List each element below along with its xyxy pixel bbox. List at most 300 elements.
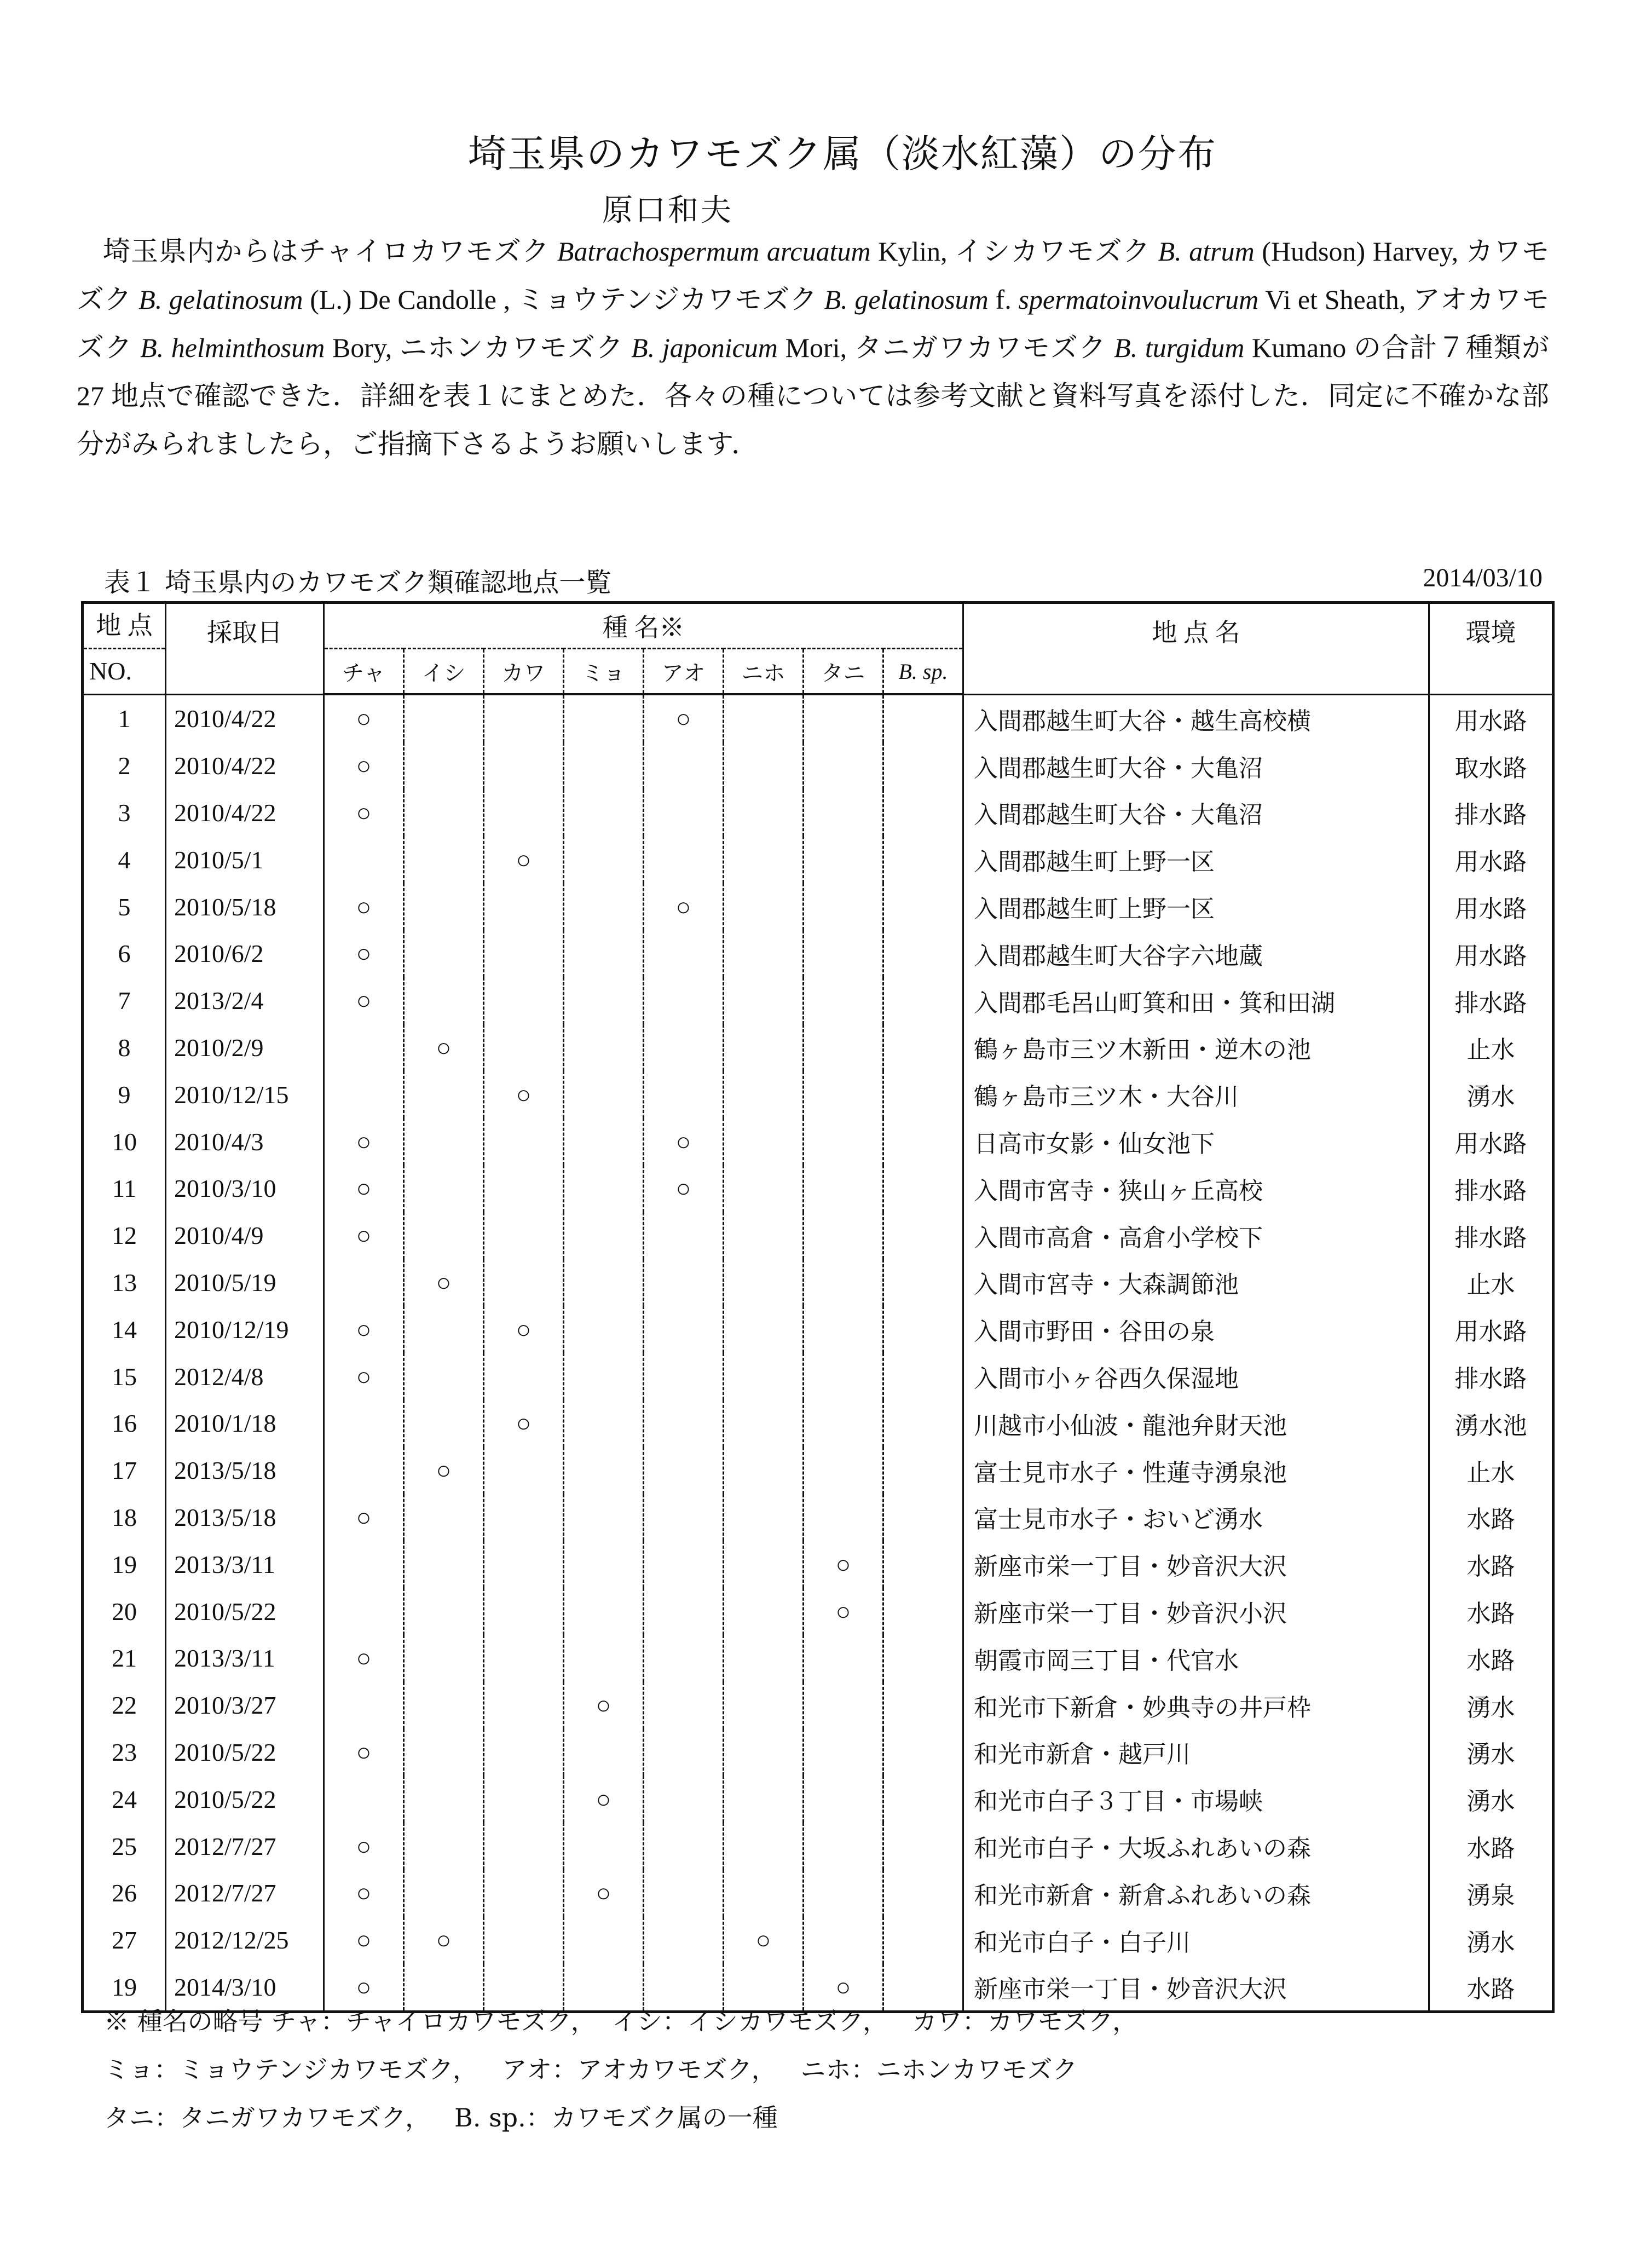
species-mark xyxy=(484,1212,564,1259)
environment: 水路 xyxy=(1429,1964,1553,2012)
species-mark: ○ xyxy=(564,1682,644,1729)
site-name: 和光市白子３丁目・市場峡 xyxy=(963,1776,1429,1823)
environment: 湧水 xyxy=(1429,1071,1553,1118)
site-number: 17 xyxy=(83,1447,166,1494)
species-mark xyxy=(883,1306,963,1353)
species-mark xyxy=(404,1776,484,1823)
species-mark xyxy=(484,1353,564,1400)
environment: 湧水 xyxy=(1429,1917,1553,1964)
species-mark xyxy=(564,1071,644,1118)
site-number: 2 xyxy=(83,742,166,789)
collection-date: 2010/5/18 xyxy=(166,883,324,930)
site-name: 入間市高倉・高倉小学校下 xyxy=(963,1212,1429,1259)
species-mark xyxy=(883,1259,963,1306)
site-number: 21 xyxy=(83,1635,166,1682)
site-number: 19 xyxy=(83,1541,166,1588)
species-mark xyxy=(804,789,883,837)
species-mark xyxy=(804,836,883,883)
species-mark xyxy=(724,1776,804,1823)
site-name: 和光市白子・大坂ふれあいの森 xyxy=(963,1823,1429,1870)
collection-date: 2013/2/4 xyxy=(166,977,324,1024)
table-row xyxy=(83,1306,1553,1353)
species-mark xyxy=(883,789,963,837)
collection-date: 2010/6/2 xyxy=(166,930,324,977)
intro-paragraph: 埼玉県内からはチャイロカワモズク Batrachospermum arcuatum Kylin, イシカワモズク B. atrum (Hudson) Harvey, カワモズク B. gelatinosum (L.) De Candolle , ミョウテンジカワモズク B. gelatinosum f. spermatoinvoulucrum Vi et Sheath, アオカワモズク B. helminthosum Bory, ニホンカワモズク B. japonicum Mori, タニガワカワモズク B. turgidum Kumano の合計７種類が 27 地点で確認できた．詳細を表１にまとめた．各々の種については参考文献と資料写真を添付した．同定に不確かな部分がみられましたら，ご指摘下さるようお願いします． xyxy=(77,236,1550,459)
species-mark xyxy=(564,1729,644,1776)
site-number: 20 xyxy=(83,1588,166,1635)
site-name: 入間郡越生町大谷・大亀沼 xyxy=(963,789,1429,837)
species-mark xyxy=(644,930,724,977)
site-number: 4 xyxy=(83,836,166,883)
species-mark xyxy=(564,1823,644,1870)
sites-table xyxy=(81,601,1555,2013)
environment: 排水路 xyxy=(1429,1353,1553,1400)
species-mark xyxy=(644,1306,724,1353)
environment: 排水路 xyxy=(1429,789,1553,837)
collection-date: 2010/4/22 xyxy=(166,694,324,742)
site-number: 10 xyxy=(83,1118,166,1165)
header-site: 地 点 名 xyxy=(963,603,1429,695)
species-mark xyxy=(564,789,644,837)
species-mark xyxy=(644,1588,724,1635)
species-mark xyxy=(644,1353,724,1400)
species-mark xyxy=(883,1024,963,1071)
environment: 取水路 xyxy=(1429,742,1553,789)
species-mark xyxy=(644,1447,724,1494)
species-mark xyxy=(724,694,804,742)
species-mark xyxy=(883,1823,963,1870)
species-mark xyxy=(724,1353,804,1400)
species-mark xyxy=(644,836,724,883)
species-col-header: イシ xyxy=(404,649,484,695)
table-row xyxy=(83,1823,1553,1870)
species-mark xyxy=(883,1071,963,1118)
species-mark xyxy=(724,883,804,930)
table-row xyxy=(83,789,1553,837)
species-mark xyxy=(804,1165,883,1212)
collection-date: 2010/5/22 xyxy=(166,1729,324,1776)
environment: 用水路 xyxy=(1429,836,1553,883)
species-mark xyxy=(883,1729,963,1776)
environment: 水路 xyxy=(1429,1541,1553,1588)
footnote-line: タニ：タニガワカワモズク， B. sp.：カワモズク属の一種 xyxy=(104,2103,778,2132)
species-mark xyxy=(804,1729,883,1776)
collection-date: 2012/7/27 xyxy=(166,1823,324,1870)
species-mark xyxy=(484,1917,564,1964)
site-name: 入間郡越生町上野一区 xyxy=(963,883,1429,930)
collection-date: 2010/1/18 xyxy=(166,1400,324,1447)
environment: 止水 xyxy=(1429,1259,1553,1306)
species-mark xyxy=(484,1259,564,1306)
species-mark xyxy=(564,694,644,742)
table-row xyxy=(83,1635,1553,1682)
table-row xyxy=(83,1494,1553,1541)
species-mark: ○ xyxy=(324,742,404,789)
species-mark xyxy=(484,977,564,1024)
species-mark xyxy=(564,1259,644,1306)
species-col-header: アオ xyxy=(644,649,724,695)
species-mark: ○ xyxy=(324,1635,404,1682)
species-mark xyxy=(564,1165,644,1212)
species-mark xyxy=(404,1588,484,1635)
environment: 水路 xyxy=(1429,1494,1553,1541)
table-row xyxy=(83,883,1553,930)
site-name: 新座市栄一丁目・妙音沢小沢 xyxy=(963,1588,1429,1635)
species-mark xyxy=(804,1212,883,1259)
species-mark xyxy=(804,1870,883,1917)
species-mark: ○ xyxy=(324,1212,404,1259)
species-mark: ○ xyxy=(804,1588,883,1635)
species-mark xyxy=(724,1306,804,1353)
species-mark: ○ xyxy=(324,1729,404,1776)
site-name: 入間郡越生町大谷・越生高校横 xyxy=(963,694,1429,742)
species-mark xyxy=(883,1400,963,1447)
author-name: 原口和夫 xyxy=(602,193,733,228)
species-mark xyxy=(564,1306,644,1353)
species-mark xyxy=(564,1917,644,1964)
environment: 湧水 xyxy=(1429,1729,1553,1776)
species-mark xyxy=(724,1870,804,1917)
species-mark: ○ xyxy=(484,1306,564,1353)
species-mark: ○ xyxy=(404,1917,484,1964)
site-number: 12 xyxy=(83,1212,166,1259)
site-name: 入間市野田・谷田の泉 xyxy=(963,1306,1429,1353)
collection-date: 2013/5/18 xyxy=(166,1447,324,1494)
collection-date: 2012/4/8 xyxy=(166,1353,324,1400)
species-mark xyxy=(644,1635,724,1682)
site-number: 3 xyxy=(83,789,166,837)
species-mark xyxy=(724,1588,804,1635)
site-number: 23 xyxy=(83,1729,166,1776)
species-col-header: タニ xyxy=(804,649,883,695)
environment: 用水路 xyxy=(1429,930,1553,977)
site-number: 5 xyxy=(83,883,166,930)
species-mark xyxy=(564,930,644,977)
species-mark xyxy=(804,1118,883,1165)
species-mark: ○ xyxy=(324,1870,404,1917)
species-mark: ○ xyxy=(644,1118,724,1165)
species-mark: ○ xyxy=(404,1024,484,1071)
site-number: 13 xyxy=(83,1259,166,1306)
species-mark: ○ xyxy=(324,1494,404,1541)
species-mark xyxy=(404,694,484,742)
species-mark xyxy=(404,1212,484,1259)
species-mark xyxy=(883,1165,963,1212)
species-mark xyxy=(564,1588,644,1635)
species-mark xyxy=(564,1353,644,1400)
collection-date: 2010/4/9 xyxy=(166,1212,324,1259)
environment: 排水路 xyxy=(1429,1165,1553,1212)
species-mark xyxy=(644,1071,724,1118)
species-mark xyxy=(484,1024,564,1071)
species-mark xyxy=(883,883,963,930)
species-mark xyxy=(564,1118,644,1165)
table-caption: 表１ 埼玉県内のカワモズク類確認地点一覧 xyxy=(104,567,612,598)
species-mark xyxy=(724,1400,804,1447)
species-mark xyxy=(644,789,724,837)
species-mark xyxy=(804,1917,883,1964)
species-mark xyxy=(644,1823,724,1870)
species-mark xyxy=(644,1870,724,1917)
table-row xyxy=(83,1776,1553,1823)
species-mark xyxy=(324,1400,404,1447)
table-row xyxy=(83,1917,1553,1964)
environment: 水路 xyxy=(1429,1588,1553,1635)
collection-date: 2010/3/27 xyxy=(166,1682,324,1729)
collection-date: 2010/12/15 xyxy=(166,1071,324,1118)
species-mark: ○ xyxy=(564,1776,644,1823)
table-row xyxy=(83,930,1553,977)
species-col-header: B. sp. xyxy=(883,649,963,695)
site-name: 入間市小ヶ谷西久保湿地 xyxy=(963,1353,1429,1400)
environment: 排水路 xyxy=(1429,1212,1553,1259)
species-mark xyxy=(484,1682,564,1729)
species-mark xyxy=(404,1118,484,1165)
site-name: 入間郡毛呂山町箕和田・箕和田湖 xyxy=(963,977,1429,1024)
species-mark xyxy=(883,1917,963,1964)
species-mark: ○ xyxy=(804,1541,883,1588)
table-row xyxy=(83,694,1553,742)
site-name: 和光市白子・白子川 xyxy=(963,1917,1429,1964)
collection-date: 2010/5/22 xyxy=(166,1588,324,1635)
species-mark xyxy=(564,1494,644,1541)
species-mark xyxy=(644,977,724,1024)
species-mark xyxy=(564,1212,644,1259)
species-mark xyxy=(644,1212,724,1259)
collection-date: 2010/4/3 xyxy=(166,1118,324,1165)
species-mark xyxy=(324,1024,404,1071)
collection-date: 2010/5/22 xyxy=(166,1776,324,1823)
species-mark: ○ xyxy=(324,977,404,1024)
table-row xyxy=(83,1024,1553,1071)
species-mark xyxy=(724,1024,804,1071)
species-mark xyxy=(804,1635,883,1682)
species-mark xyxy=(883,1494,963,1541)
footnote-line: ミョ：ミョウテンジカワモズク， アオ：アオカワモズク， ニホ：ニホンカワモズク xyxy=(104,2055,1078,2084)
species-mark xyxy=(484,1870,564,1917)
species-mark xyxy=(484,1588,564,1635)
site-number: 24 xyxy=(83,1776,166,1823)
species-mark xyxy=(484,930,564,977)
species-mark: ○ xyxy=(404,1259,484,1306)
species-mark xyxy=(724,1212,804,1259)
species-mark xyxy=(404,1494,484,1541)
species-mark xyxy=(644,1776,724,1823)
species-mark: ○ xyxy=(324,883,404,930)
table-row xyxy=(83,1870,1553,1917)
species-mark xyxy=(404,1541,484,1588)
species-mark xyxy=(484,742,564,789)
species-mark: ○ xyxy=(324,1306,404,1353)
table-row xyxy=(83,742,1553,789)
species-mark xyxy=(484,1635,564,1682)
species-mark xyxy=(324,1682,404,1729)
site-number: 27 xyxy=(83,1917,166,1964)
table-row xyxy=(83,1447,1553,1494)
species-mark: ○ xyxy=(324,789,404,837)
species-mark: ○ xyxy=(324,1917,404,1964)
site-name: 新座市栄一丁目・妙音沢大沢 xyxy=(963,1964,1429,2012)
species-mark xyxy=(484,1118,564,1165)
species-mark xyxy=(883,1588,963,1635)
site-number: 1 xyxy=(83,694,166,742)
environment: 用水路 xyxy=(1429,883,1553,930)
species-mark xyxy=(883,694,963,742)
species-mark xyxy=(804,930,883,977)
species-mark xyxy=(564,1024,644,1071)
species-mark xyxy=(564,1635,644,1682)
species-mark xyxy=(644,1400,724,1447)
site-name: 鶴ヶ島市三ツ木・大谷川 xyxy=(963,1071,1429,1118)
site-name: 新座市栄一丁目・妙音沢大沢 xyxy=(963,1541,1429,1588)
species-mark: ○ xyxy=(324,1964,404,2012)
species-mark xyxy=(804,1400,883,1447)
site-number: 15 xyxy=(83,1353,166,1400)
environment: 湧水 xyxy=(1429,1682,1553,1729)
site-number: 26 xyxy=(83,1870,166,1917)
species-mark xyxy=(484,883,564,930)
species-mark xyxy=(404,742,484,789)
site-name: 朝霞市岡三丁目・代官水 xyxy=(963,1635,1429,1682)
species-mark xyxy=(804,742,883,789)
site-name: 川越市小仙波・龍池弁財天池 xyxy=(963,1400,1429,1447)
site-number: 19 xyxy=(83,1964,166,2012)
collection-date: 2013/3/11 xyxy=(166,1541,324,1588)
site-name: 和光市新倉・新倉ふれあいの森 xyxy=(963,1870,1429,1917)
species-mark xyxy=(883,1118,963,1165)
species-mark xyxy=(564,742,644,789)
species-mark xyxy=(484,1447,564,1494)
site-number: 22 xyxy=(83,1682,166,1729)
site-number: 8 xyxy=(83,1024,166,1071)
species-mark xyxy=(883,1682,963,1729)
site-number: 16 xyxy=(83,1400,166,1447)
species-mark xyxy=(724,1071,804,1118)
species-mark xyxy=(404,836,484,883)
species-mark xyxy=(404,1306,484,1353)
table-row xyxy=(83,1541,1553,1588)
site-number: 9 xyxy=(83,1071,166,1118)
species-col-header: チャ xyxy=(324,649,404,695)
species-mark xyxy=(644,1024,724,1071)
site-name: 入間市宮寺・大森調節池 xyxy=(963,1259,1429,1306)
species-mark: ○ xyxy=(724,1917,804,1964)
collection-date: 2010/3/10 xyxy=(166,1165,324,1212)
environment: 止水 xyxy=(1429,1024,1553,1071)
table-row xyxy=(83,1682,1553,1729)
species-mark: ○ xyxy=(324,1823,404,1870)
table-row xyxy=(83,1165,1553,1212)
species-mark xyxy=(804,1306,883,1353)
environment: 用水路 xyxy=(1429,1306,1553,1353)
species-mark xyxy=(404,930,484,977)
species-mark xyxy=(724,930,804,977)
footnote-line: ※ 種名の略号 チャ：チャイロカワモズク， イシ：イシカワモズク， カワ：カワモズク， xyxy=(104,2007,1138,2036)
species-mark xyxy=(804,1494,883,1541)
environment: 水路 xyxy=(1429,1823,1553,1870)
species-mark xyxy=(644,1729,724,1776)
species-mark xyxy=(883,742,963,789)
species-mark: ○ xyxy=(804,1964,883,2012)
species-mark: ○ xyxy=(484,1071,564,1118)
species-mark xyxy=(324,1776,404,1823)
table-row xyxy=(83,1588,1553,1635)
species-mark xyxy=(324,1541,404,1588)
environment: 湧水 xyxy=(1429,1776,1553,1823)
species-mark xyxy=(484,1541,564,1588)
species-mark xyxy=(804,694,883,742)
species-mark xyxy=(644,742,724,789)
species-mark xyxy=(644,1259,724,1306)
species-mark xyxy=(564,1447,644,1494)
species-mark xyxy=(804,1353,883,1400)
species-mark xyxy=(324,1259,404,1306)
environment: 用水路 xyxy=(1429,1118,1553,1165)
species-mark xyxy=(724,1823,804,1870)
collection-date: 2010/12/19 xyxy=(166,1306,324,1353)
environment: 水路 xyxy=(1429,1635,1553,1682)
species-col-header: ニホ xyxy=(724,649,804,695)
species-mark: ○ xyxy=(324,1165,404,1212)
environment: 止水 xyxy=(1429,1447,1553,1494)
species-mark xyxy=(804,1024,883,1071)
species-mark xyxy=(564,836,644,883)
species-mark xyxy=(324,1071,404,1118)
species-mark xyxy=(484,1729,564,1776)
species-mark xyxy=(644,1917,724,1964)
species-mark xyxy=(724,1494,804,1541)
table-row xyxy=(83,977,1553,1024)
species-mark xyxy=(883,1212,963,1259)
site-name: 和光市下新倉・妙典寺の井戸枠 xyxy=(963,1682,1429,1729)
table-row xyxy=(83,1353,1553,1400)
species-mark: ○ xyxy=(484,836,564,883)
header-species: 種 名※ xyxy=(324,603,963,649)
site-number: 7 xyxy=(83,977,166,1024)
collection-date: 2010/5/1 xyxy=(166,836,324,883)
species-mark xyxy=(883,977,963,1024)
table-row xyxy=(83,836,1553,883)
environment: 用水路 xyxy=(1429,694,1553,742)
species-mark xyxy=(883,1776,963,1823)
species-mark xyxy=(804,1682,883,1729)
species-mark xyxy=(724,1729,804,1776)
species-mark xyxy=(564,977,644,1024)
species-col-header: カワ xyxy=(484,649,564,695)
collection-date: 2010/5/19 xyxy=(166,1259,324,1306)
species-mark xyxy=(804,1776,883,1823)
species-mark xyxy=(484,1494,564,1541)
site-number: 14 xyxy=(83,1306,166,1353)
species-mark: ○ xyxy=(484,1400,564,1447)
species-mark xyxy=(804,1259,883,1306)
species-mark xyxy=(484,1776,564,1823)
species-mark xyxy=(883,1541,963,1588)
species-mark xyxy=(724,1682,804,1729)
site-name: 富士見市水子・おいど湧水 xyxy=(963,1494,1429,1541)
species-mark xyxy=(883,1447,963,1494)
site-name: 鶴ヶ島市三ツ木新田・逆木の池 xyxy=(963,1024,1429,1071)
site-name: 入間郡越生町大谷字六地蔵 xyxy=(963,930,1429,977)
species-mark xyxy=(644,1494,724,1541)
environment: 湧泉 xyxy=(1429,1870,1553,1917)
species-mark xyxy=(724,789,804,837)
site-number: 11 xyxy=(83,1165,166,1212)
table-date: 2014/03/10 xyxy=(1423,563,1543,592)
species-mark xyxy=(484,1823,564,1870)
species-mark xyxy=(404,1682,484,1729)
species-mark xyxy=(404,1353,484,1400)
